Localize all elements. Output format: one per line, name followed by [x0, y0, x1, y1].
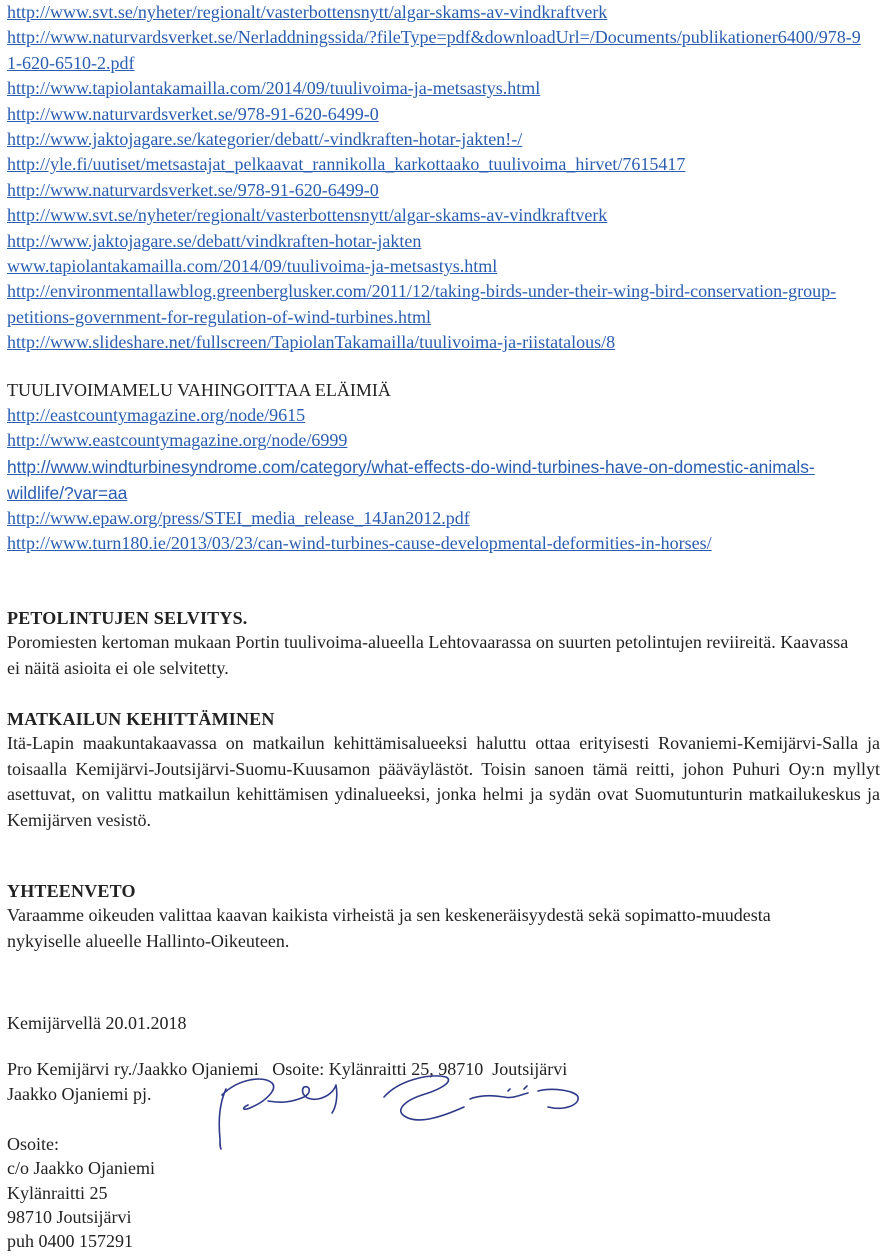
link-naturvardsverket-pdf[interactable]: http://www.naturvardsverket.se/Nerladdningssida/?fileType=pdf&downloadUrl=/Documents/publikationer6400/978-91-620-6510-2.pdf	[7, 27, 861, 73]
link-jaktojagare-kategorier[interactable]: http://www.jaktojagare.se/kategorier/debatt/-vindkraften-hotar-jakten!-/	[7, 129, 523, 150]
place-date: Kemijärvellä 20.01.2018	[7, 1013, 187, 1033]
link-eastcounty-6999[interactable]: http://www.eastcountymagazine.org/node/6999	[7, 430, 348, 451]
link-eastcounty-9615[interactable]: http://eastcountymagazine.org/node/9615	[7, 405, 306, 425]
link-tapiolantakamailla[interactable]: http://www.tapiolantakamailla.com/2014/09/tuulivoima-ja-metsastys.html	[7, 78, 541, 99]
link-naturvardsverket-6499-repeat[interactable]: http://www.naturvardsverket.se/978-91-620-6499-0	[7, 179, 379, 200]
signer-name: Jaakko Ojaniemi pj.	[7, 1084, 152, 1104]
link-yle-metsastajat[interactable]: http://yle.fi/uutiset/metsastajat_pelkaavat_rannikolla_karkottaako_tuulivoima_hirvet/7615417	[7, 154, 686, 175]
section-body-summary: Varaamme oikeuden valittaa kaavan kaikista virheistä ja sen keskeneräisyydestä sekä sopimatto-muudesta nykyiselle alueelle Hallinto-Oikeuteen.	[7, 905, 771, 951]
link-naturvardsverket-6499[interactable]: http://www.naturvardsverket.se/978-91-620-6499-0	[7, 103, 379, 124]
section-heading-animals: TUULIVOIMAMELU VAHINGOITTAA ELÄIMIÄ	[7, 380, 391, 400]
address-line: 98710 Joutsijärvi	[7, 1206, 132, 1227]
section-heading-raptors: PETOLINTUJEN SELVITYS.	[7, 608, 248, 628]
section-animals	[7, 378, 877, 557]
link-windturbinesyndrome[interactable]: http://www.windturbinesyndrome.com/category/what-effects-do-wind-turbines-have-on-domestic-animals-wildlife/?var=aa	[7, 456, 815, 503]
link-tapiolantakamailla-www[interactable]: www.tapiolantakamailla.com/2014/09/tuulivoima-ja-metsastys.html	[7, 256, 498, 277]
signature-stroke	[219, 1089, 226, 1149]
link-greenberg-birds[interactable]: http://environmentallawblog.greenberglusker.com/2011/12/taking-birds-under-their-wing-bird-conservation-group-petitions-government-for-regulation-of-wind-turbines.html	[7, 281, 837, 327]
signer-line: Pro Kemijärvi ry./Jaakko Ojaniemi Osoite: Kylänraitti 25, 98710 Joutsijärvi	[7, 1059, 568, 1079]
address-block	[7, 1132, 155, 1253]
section-tourism	[7, 707, 880, 833]
address-line: puh 0400 157291	[7, 1231, 133, 1252]
signature-stroke	[538, 1089, 578, 1108]
link-slideshare[interactable]: http://www.slideshare.net/fullscreen/TapiolanTakamailla/tuulivoima-ja-riistatalous/8	[7, 332, 616, 353]
section-heading-summary: YHTEENVETO	[7, 881, 136, 901]
address-label: Osoite:	[7, 1134, 59, 1154]
section-summary	[7, 879, 849, 954]
signature-stroke	[470, 1093, 528, 1099]
signature-stroke	[384, 1076, 464, 1120]
link-turn180[interactable]: http://www.turn180.ie/2013/03/23/can-wind-turbines-cause-developmental-deformities-in-horses/	[7, 533, 712, 554]
section-body-raptors: Poromiesten kertoman mukaan Portin tuulivoima-alueella Lehtovaarassa on suurten petolintujen reviireitä. Kaavassa ei näitä asioita ei ole selvitetty.	[7, 632, 849, 678]
link-svt-algar[interactable]: http://www.svt.se/nyheter/regionalt/vasterbottensnytt/algar-skams-av-vindkraftverk	[7, 2, 608, 22]
address-line: c/o Jaakko Ojaniemi	[7, 1158, 155, 1179]
link-epaw[interactable]: http://www.epaw.org/press/STEI_media_release_14Jan2012.pdf	[7, 507, 470, 528]
signature-stroke	[268, 1085, 337, 1113]
link-list-sources	[7, 0, 877, 356]
link-svt-algar-repeat[interactable]: http://www.svt.se/nyheter/regionalt/vasterbottensnytt/algar-skams-av-vindkraftverk	[7, 205, 608, 226]
handwritten-signature	[208, 1067, 598, 1157]
section-body-tourism: Itä-Lapin maakuntakaavassa on matkailun kehittämisalueeksi haluttu ottaa erityisesti Rovaniemi-Kemijärvi-Salla ja toisaalla Kemijärvi-Joutsijärvi-Suomu-Kuusamon pääväylästöt. Toisin sanoen tämä reitti, johon Puhuri Oy:n myllyt asettuvat, on valittu matkailun kehittämisen ydinalueeksi, jonka helmi ja sydän ovat Suomutunturin matkailukeskus ja Kemijärven vesistö.	[7, 733, 880, 830]
section-heading-tourism: MATKAILUN KEHITTÄMINEN	[7, 709, 275, 729]
signature-stroke	[222, 1079, 274, 1109]
section-raptors	[7, 606, 855, 681]
address-line: Kylänraitti 25	[7, 1182, 108, 1203]
signature-stroke	[508, 1086, 527, 1091]
link-jaktojagare-debatt[interactable]: http://www.jaktojagare.se/debatt/vindkraften-hotar-jakten	[7, 230, 422, 251]
